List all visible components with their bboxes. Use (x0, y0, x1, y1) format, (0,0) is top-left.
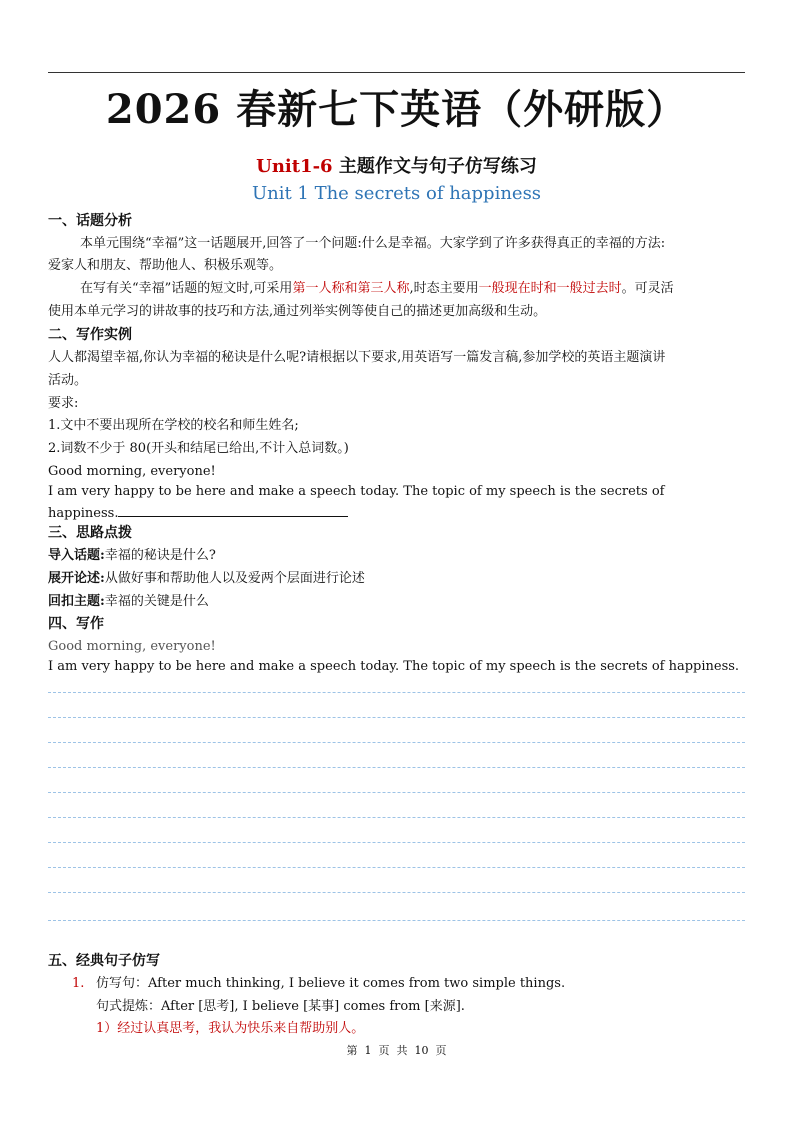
writing-line[interactable] (48, 692, 745, 693)
intro-text: I am very happy to be here and make a speech today. The topic of my speech is the secrets of happiness. (48, 659, 740, 674)
writing-line[interactable] (48, 842, 745, 843)
requirements-label: 要求: (48, 396, 79, 411)
highlight-tense: 一般现在时和一般过去时 (478, 281, 622, 296)
item-number: 1. (72, 976, 85, 991)
paragraph-text: 使用本单元学习的讲故事的技巧和方法,通过列举实例等使自己的描述更加高级和生动。 (48, 304, 547, 319)
section-heading-ideas: 三、思路点拨 (48, 525, 132, 541)
task-text: 活动。 (48, 373, 88, 388)
requirement-item: 2.词数不少于 80(开头和结尾已给出,不计入总词数。) (48, 441, 349, 456)
writing-line[interactable] (48, 817, 745, 818)
writing-line[interactable] (48, 867, 745, 868)
writing-line[interactable] (48, 920, 745, 921)
idea-line: 导入话题:幸福的秘诀是什么? (48, 548, 216, 563)
page-footer: 第 1 页 共 10 页 (346, 1044, 447, 1057)
section-heading-writing: 四、写作 (48, 616, 104, 632)
section-heading-writing-example: 二、写作实例 (48, 327, 132, 343)
idea-line: 展开论述:从做好事和帮助他人以及爱两个层面进行论述 (48, 571, 365, 586)
paragraph-text: 在写有关“幸福”话题的短文时,可采用第一人称和第三人称,时态主要用一般现在时和一般过去时。可灵活 (80, 281, 674, 296)
sentence-pattern: 句式提炼：After [思考], I believe [某事] comes from [来源]. (96, 999, 465, 1014)
requirement-item: 1.文中不要出现所在学校的校名和师生姓名; (48, 418, 299, 433)
paragraph-text: 本单元围绕“幸福”这一话题展开,回答了一个问题:什么是幸福。大家学到了许多获得真正的幸福的方法: (80, 236, 666, 251)
answer-blank[interactable] (118, 504, 348, 517)
document-title: 2026 春新七下英语（外研版） (105, 86, 688, 133)
document-subtitle (0, 152, 793, 178)
subtitle-unit-range: Unit1-6 (256, 156, 333, 177)
intro-text: happiness. (48, 504, 348, 522)
idea-line: 回扣主题:幸福的关键是什么 (48, 594, 209, 609)
paragraph-text: 爱家人和朋友、帮助他人、积极乐观等。 (48, 258, 283, 273)
model-sentence: 仿写句：After much thinking, I believe it comes from two simple things. (96, 976, 566, 991)
section-heading-sentence-imitation: 五、经典句子仿写 (48, 953, 160, 969)
top-rule (48, 72, 745, 73)
greeting-text: Good morning, everyone! (48, 464, 216, 479)
unit-title: Unit 1 The secrets of happiness (251, 183, 542, 204)
task-text: 人人都渴望幸福,你认为幸福的秘诀是什么呢?请根据以下要求,用英语写一篇发言稿,参加学校的英语主题演讲 (48, 350, 666, 365)
writing-line[interactable] (48, 767, 745, 768)
subtitle-text: 主题作文与句子仿写练习 (332, 156, 537, 177)
writing-line[interactable] (48, 892, 745, 893)
writing-line[interactable] (48, 742, 745, 743)
section-heading-topic-analysis: 一、话题分析 (48, 213, 132, 229)
practice-prompt: 1）经过认真思考，我认为快乐来自帮助别人。 (96, 1021, 365, 1036)
writing-line[interactable] (48, 792, 745, 793)
writing-line[interactable] (48, 717, 745, 718)
intro-text: I am very happy to be here and make a speech today. The topic of my speech is the secrets of (48, 484, 665, 499)
highlight-person: 第一人称和第三人称 (292, 281, 410, 296)
greeting-text: Good morning, everyone! (48, 639, 216, 654)
